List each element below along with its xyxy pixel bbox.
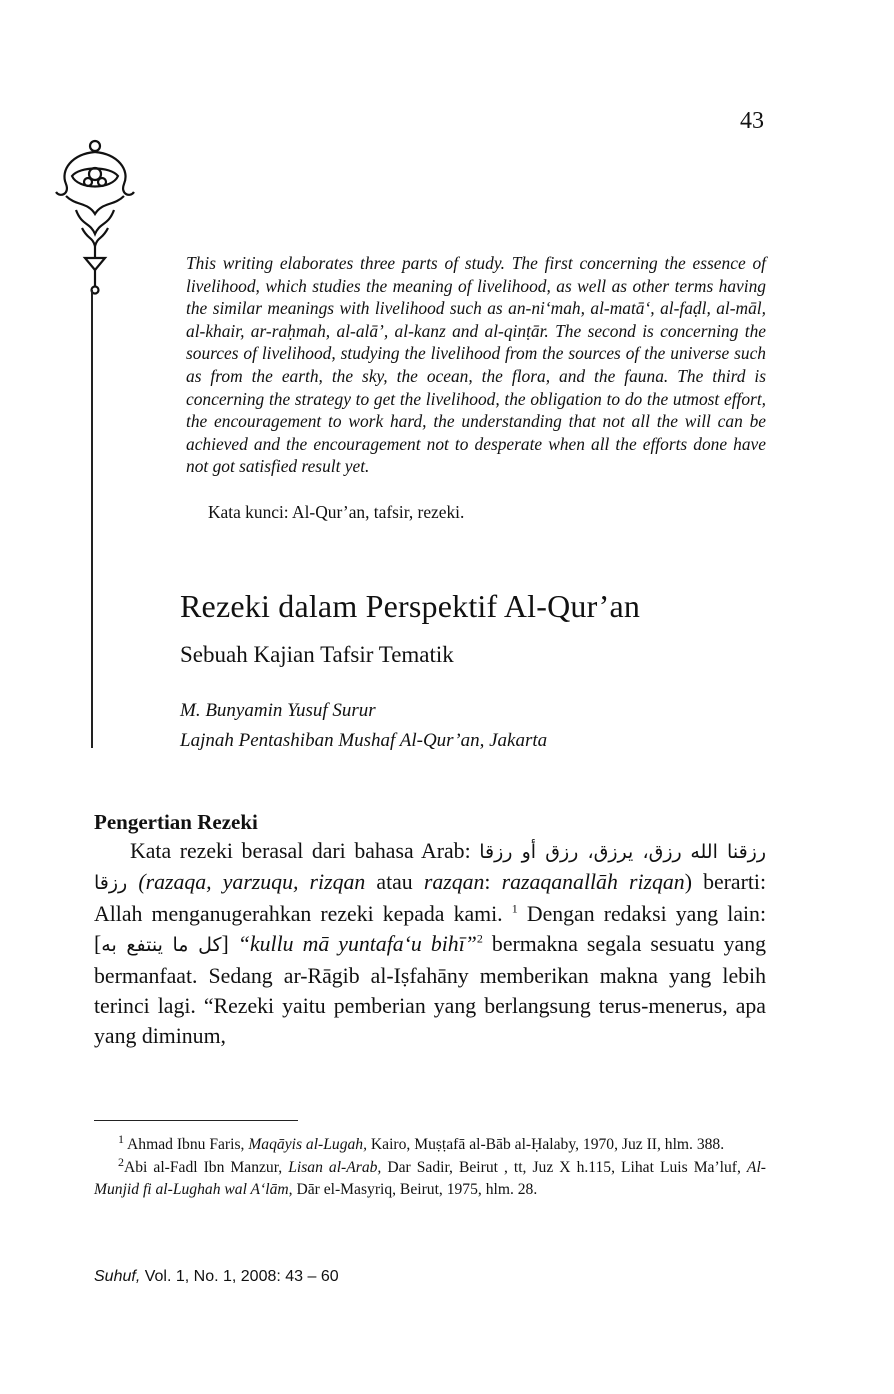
section-heading: Pengertian Rezeki [94, 810, 258, 834]
arabic-text-1: رزق، يرزق، رزق أو رزقا [479, 841, 682, 863]
page-number: 43 [740, 108, 764, 134]
abstract: This writing elaborates three parts of study. The first concerning the essence of livelihood, which studies the meaning of livelihood, as well as other terms having the similar meanings with livelihood such as an-ni‘mah, al-matā‘, al-faḍl, al-māl, al-khair, ar-raḥmah, al-alā’, al-kanz and al-qinṭār. The second is concerning the sources of livelihood, studying the livelihood from the sources of the universe such as from the earth, the sky, the ocean, the flora, and the fauna. The third is concerning the strategy to get the livelihood, the obligation to do the utmost effort, the encouragement to work hard, the understanding that not all the will can be achieved and the encouragement not to desperate when all the efforts done have not got satisfied result yet. [186, 253, 766, 477]
footnote-marker-1: 1 [511, 901, 518, 916]
article-title: Rezeki dalam Perspektif Al-Qur’an [180, 588, 641, 624]
keywords: Kata kunci: Al-Qur’an, tafsir, rezeki. [208, 502, 465, 522]
journal-name: Suhuf, [94, 1268, 141, 1285]
arabic-text-3: كل ما ينتفع به [101, 934, 222, 957]
author-affiliation: Lajnah Pentashiban Mushaf Al-Qur’an, Jakarta [180, 730, 548, 751]
ornament-icon [52, 136, 138, 316]
footnotes [94, 1131, 766, 1202]
author-name: M. Bunyamin Yusuf Surur [180, 700, 376, 721]
body-paragraph: Kata rezeki berasal dari bahasa Arab: رزق، يرزق، رزق أو رزقا رزقنا الله رزقا (razaqa, yarzuqu, rizqan atau razqan: razaqanallāh rizqan) berarti: Allah menganugerahkan rezeki kepada kami. $^1$ Dengan redaksi yang lain: [كل ما ينتفع به] “kullu mā yuntafa‘u bihī”$^2$ bermakna segala sesuatu yang bermanfaat. Sedang ar-Rāgib al-Iṣfahāny memberikan makna yang lebih terinci lagi. “Rezeki yaitu pemberian yang berlangsung terus-menerus, apa yang diminum, [94, 839, 767, 1049]
journal-citation: Vol. 1, No. 1, 2008: 43 – 60 [140, 1268, 339, 1285]
footnote-marker-2: 2 [476, 931, 483, 946]
journal-footer [94, 1268, 339, 1286]
vertical-rule [91, 290, 93, 748]
footnote-separator [94, 1120, 298, 1121]
footnote-2: $^2$Abi al-Fadl Ibn Manzur, Lisan al-Arab, Dar Sadir, Beirut , tt, Juz X h.115, Lihat Luis Ma’luf, Al-Munjid fi al-Lughah wal A‘lām, Dār el-Masyriq, Beirut, 1975, hlm. 28. [94, 1154, 766, 1198]
arabic-text-2: رزقنا الله رزقا [94, 841, 767, 895]
footnote-1: $^1$ Ahmad Ibnu Faris, Maqāyis al-Lugah, Kairo, Muṣṭafā al-Bāb al-Ḥalaby, 1970, Juz II, hlm. 388. [118, 1131, 725, 1153]
article-subtitle: Sebuah Kajian Tafsir Tematik [180, 642, 454, 667]
